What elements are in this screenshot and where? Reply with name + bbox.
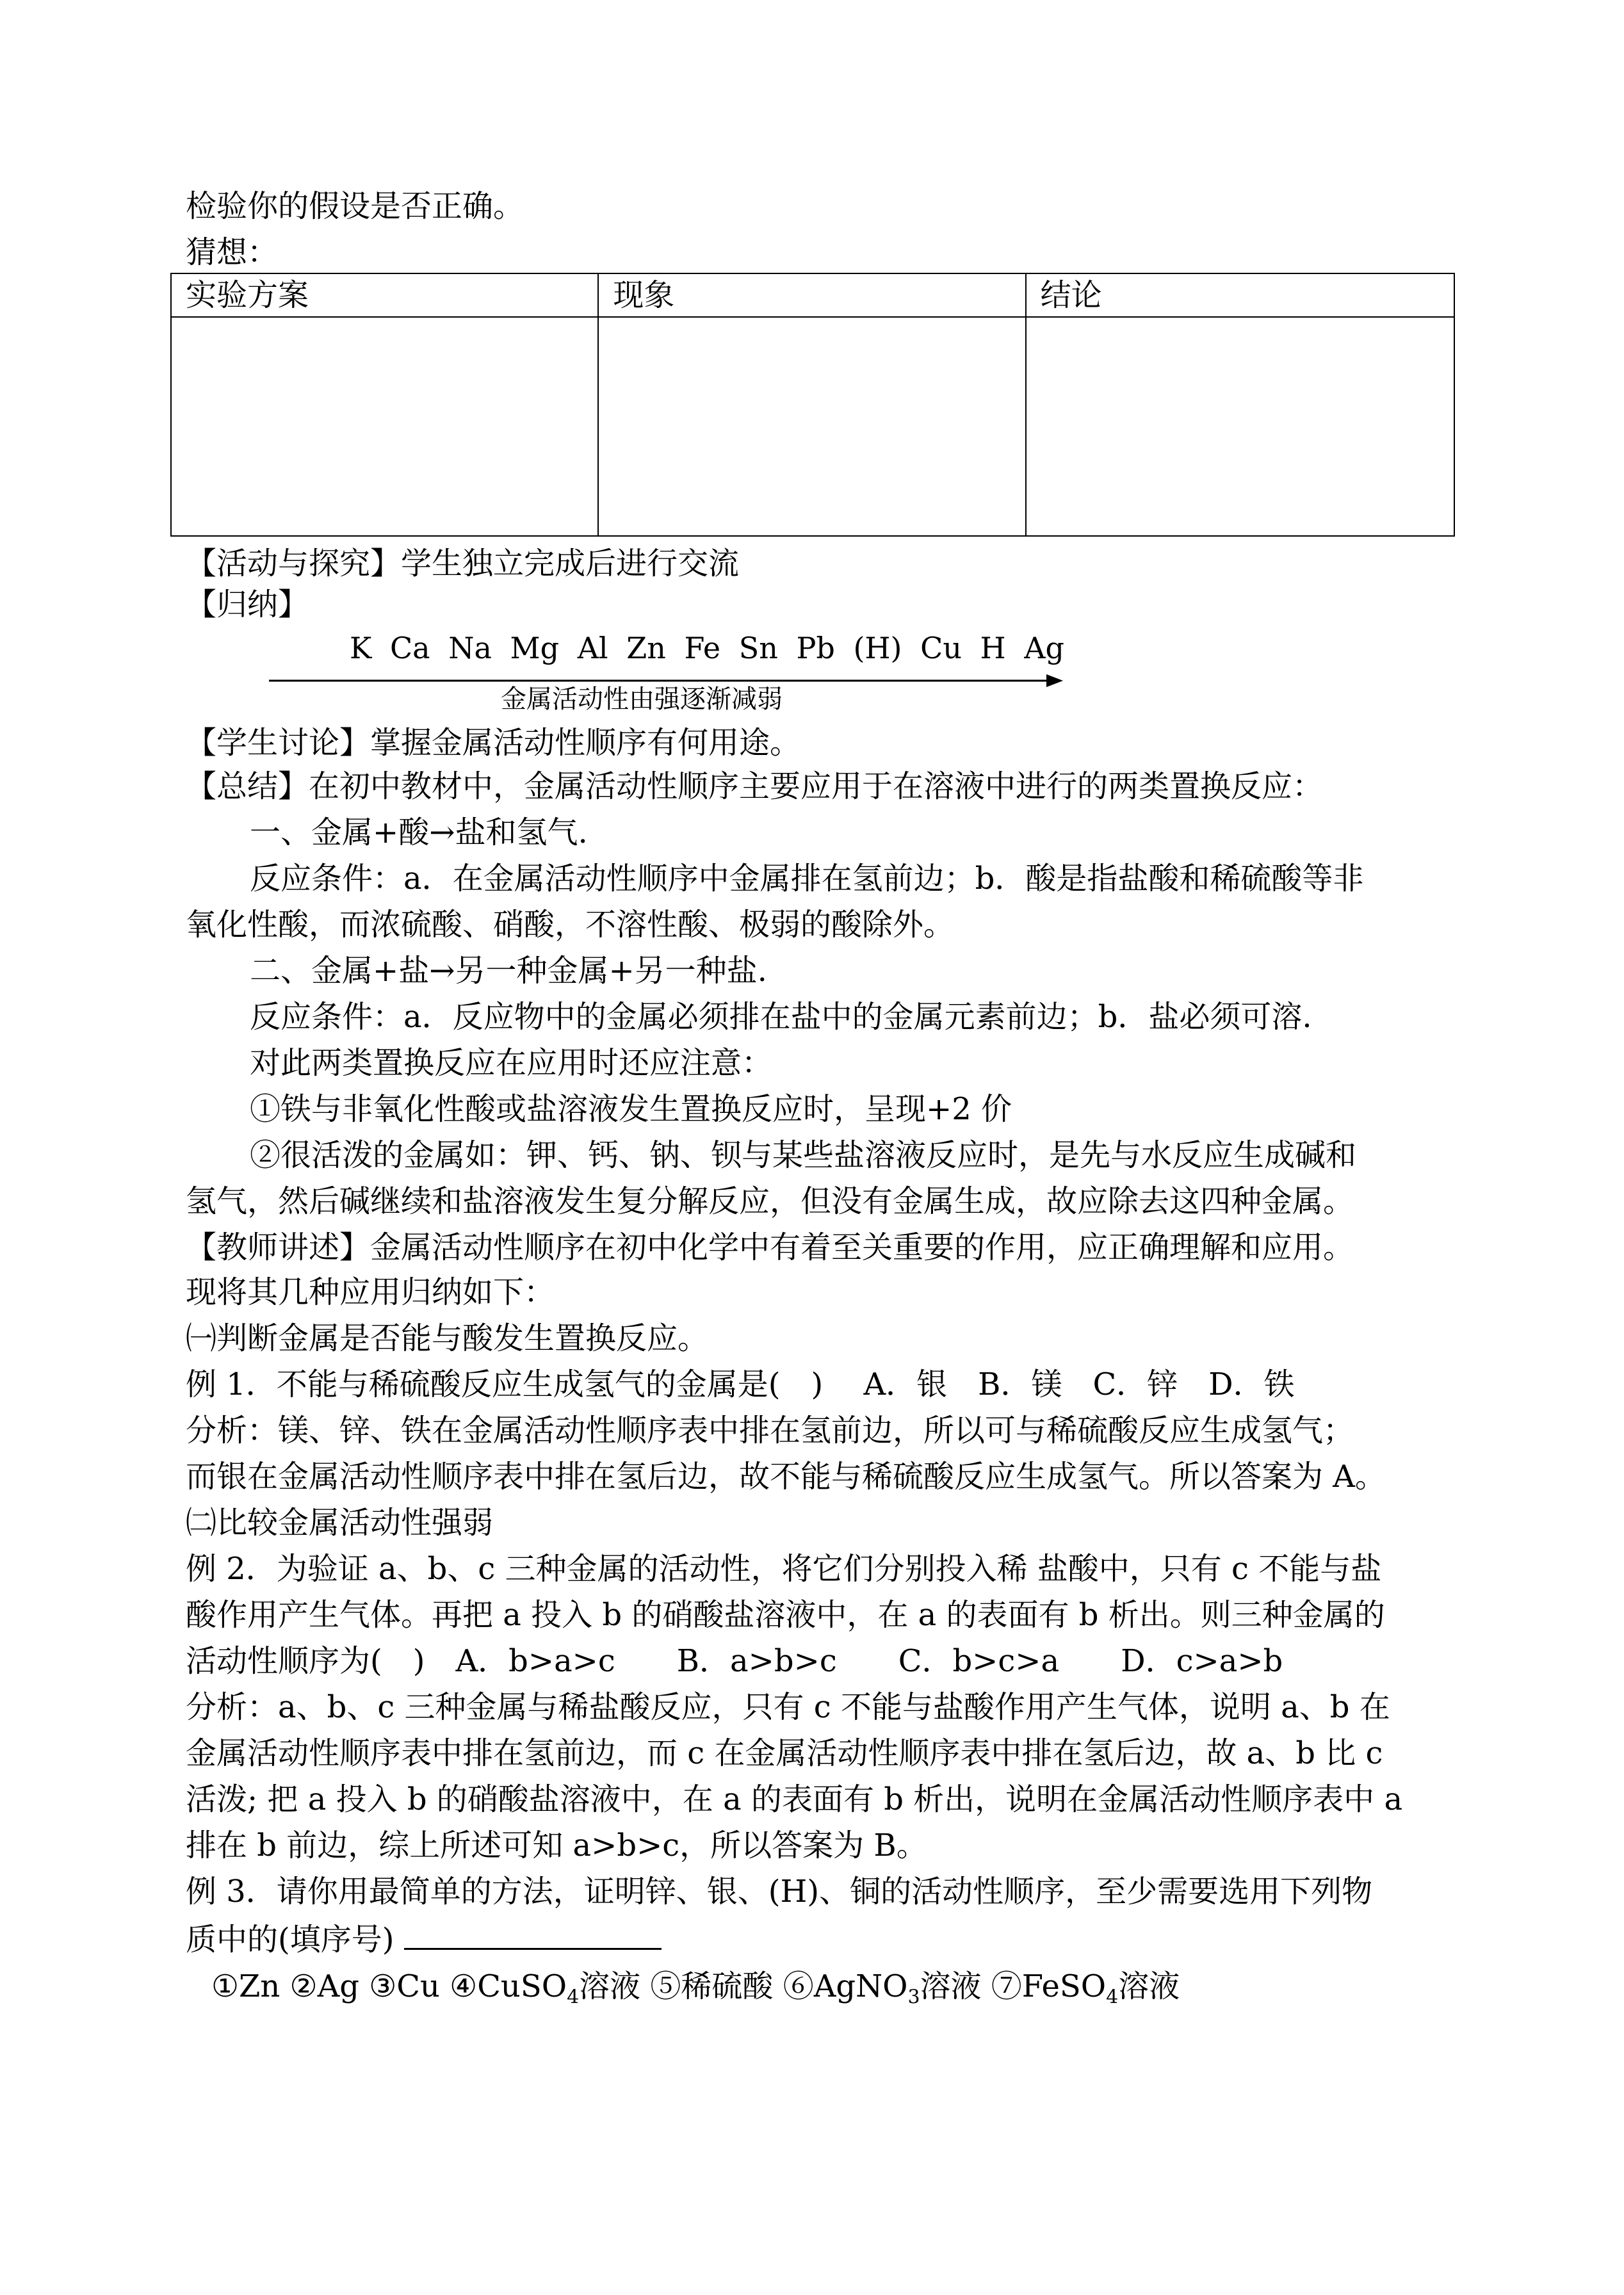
note-2-b: 氢气，然后碱继续和盐溶液发生复分解反应，但没有金属生成，故应除去这四种金属。 [186, 1183, 1354, 1219]
rule-2-title: 二、金属+盐→另一种金属+另一种盐. [250, 953, 767, 989]
intro-line-1: 检验你的假设是否正确。 [186, 188, 524, 224]
option-text-1: ①Zn ②Ag ③Cu ④CuSO [211, 1968, 567, 2004]
teacher-line-a: 【教师讲述】金属活动性顺序在初中化学中有着至关重要的作用，应正确理解和应用。 [186, 1229, 1354, 1265]
example-3-options [211, 1966, 1180, 2018]
rule-1-condition-b: 氧化性酸，而浓硫酸、硝酸，不溶性酸、极弱的酸除外。 [186, 907, 955, 943]
example-2-analysis-d: 排在 b 前边，综上所述可知 a>b>c，所以答案为 B。 [186, 1828, 927, 1863]
rule-1-condition-a: 反应条件：a．在金属活动性顺序中金属排在氢前边；b．酸是指盐酸和稀硫酸等非 [250, 861, 1364, 896]
discussion-line: 【学生讨论】掌握金属活动性顺序有何用途。 [186, 725, 801, 761]
example-2-c: 活动性顺序为( ) A．b>a>c B．a>b>c C．b>c>a D．c>a>b [186, 1643, 1283, 1679]
example-2-analysis-c: 活泼; 把 a 投入 b 的硝酸盐溶液中，在 a 的表面有 b 析出，说明在金属活动性顺序表中 a [186, 1781, 1403, 1817]
application-2-title: ㈡比较金属活动性强弱 [186, 1505, 494, 1541]
header-phenomenon: 现象 [598, 273, 1025, 317]
example-2-analysis-a: 分析：a、b、c 三种金属与稀盐酸反应，只有 c 不能与盐酸作用产生气体，说明 a、b 在 [186, 1689, 1390, 1725]
example-2-analysis-b: 金属活动性顺序表中排在氢前边，而 c 在金属活动性顺序表中排在氢后边，故 a、b 比 c [186, 1735, 1383, 1771]
note-2-a: ②很活泼的金属如：钾、钙、钠、钡与某些盐溶液反应时，是先与水反应生成碱和 [250, 1137, 1357, 1173]
activity-series-label: 金属活动性由强逐渐减弱 [501, 685, 783, 714]
activity-heading: 【活动与探究】学生独立完成后进行交流 [186, 546, 740, 581]
example-3-a: 例 3．请你用最简单的方法，证明锌、银、(H)、铜的活动性顺序，至少需要选用下列物 [186, 1874, 1373, 1910]
example-3-b-text: 质中的(填序号) [186, 1922, 394, 1958]
example-1-analysis-b: 而银在金属活动性顺序表中排在氢后边，故不能与稀硫酸反应生成氢气。所以答案为 A。 [186, 1459, 1386, 1495]
header-conclusion: 结论 [1026, 273, 1454, 317]
option-subscript-1: 4 [567, 1986, 580, 2009]
cell-conclusion[interactable] [1026, 317, 1454, 536]
option-subscript-2: 3 [907, 1986, 920, 2009]
table-header-row [171, 273, 1454, 317]
cell-plan[interactable] [171, 317, 598, 536]
example-2-a: 例 2．为验证 a、b、c 三种金属的活动性，将它们分别投入稀 盐酸中，只有 c 不能与盐 [186, 1551, 1382, 1587]
summary-heading: 【归纳】 [186, 587, 309, 622]
rule-2-condition: 反应条件：a．反应物中的金属必须排在盐中的金属元素前边；b．盐必须可溶. [250, 999, 1312, 1035]
answer-blank[interactable] [404, 1917, 662, 1950]
option-subscript-3: 4 [1106, 1986, 1119, 2009]
example-1-analysis-a: 分析：镁、锌、铁在金属活动性顺序表中排在氢前边，所以可与稀硫酸反应生成氢气； [186, 1413, 1354, 1448]
example-1: 例 1．不能与稀硫酸反应生成氢气的金属是( ) A．银 B．镁 C．锌 D．铁 [186, 1366, 1295, 1402]
intro-line-2: 猜想： [186, 234, 279, 270]
example-2-b: 酸作用产生气体。再把 a 投入 b 的硝酸盐溶液中，在 a 的表面有 b 析出。则三种金属的 [186, 1597, 1385, 1633]
cell-phenomenon[interactable] [598, 317, 1025, 536]
application-1-title: ㈠判断金属是否能与酸发生置换反应。 [186, 1320, 709, 1356]
activity-series-metals: K Ca Na Mg Al Zn Fe Sn Pb (H) Cu H Ag [350, 631, 1064, 665]
example-3-b [186, 1917, 662, 1960]
teacher-line-b: 现将其几种应用归纳如下： [186, 1274, 555, 1310]
experiment-table [170, 273, 1455, 537]
option-text-2: 溶液 ⑤稀硫酸 ⑥AgNO [579, 1968, 908, 2004]
rule-1-title: 一、金属+酸→盐和氢气. [250, 815, 588, 850]
option-text-3: 溶液 ⑦FeSO [920, 1968, 1107, 2004]
conclusion-line: 【总结】在初中教材中，金属活动性顺序主要应用于在溶液中进行的两类置换反应： [186, 768, 1324, 804]
note-1: ①铁与非氧化性酸或盐溶液发生置换反应时，呈现+2 价 [250, 1091, 1012, 1127]
option-text-4: 溶液 [1118, 1968, 1180, 2004]
notice-line: 对此两类置换反应在应用时还应注意： [250, 1045, 773, 1081]
header-plan: 实验方案 [171, 273, 598, 317]
table-row [171, 317, 1454, 536]
